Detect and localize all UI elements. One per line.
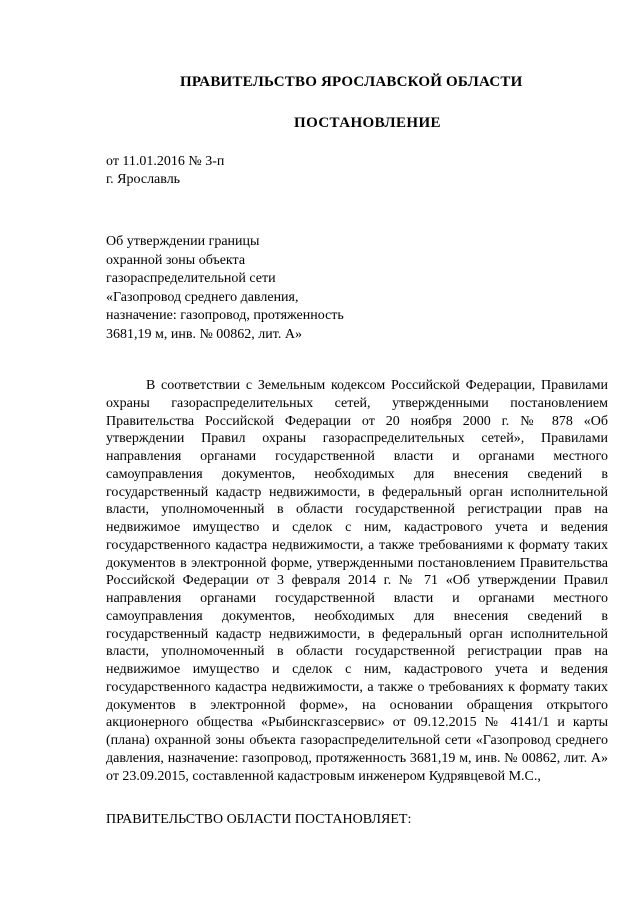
subject-line: Об утверждении границы [106, 234, 260, 249]
city-line: г. Ярославль [106, 172, 181, 187]
date-number-line: от 11.01.2016 № 3-п [106, 154, 225, 169]
subject-line: охранной зоны объекта [106, 252, 246, 268]
organization-title: ПРАВИТЕЛЬСТВО ЯРОСЛАВСКОЙ ОБЛАСТИ [180, 74, 523, 90]
subject-line: назначение: газопровод, протяженность [106, 308, 344, 323]
document-subject [106, 233, 344, 344]
document-meta [106, 153, 224, 189]
document-type-title: ПОСТАНОВЛЕНИЕ [294, 115, 441, 131]
subject-line: «Газопровод среднего давления, [106, 289, 299, 305]
body-paragraph: В соответствии с Земельным кодексом Российской Федерации, Правилами охраны газораспределительных сетей, утвержденными постановлением Правительства Российской Федерации от 20 ноября 2000 г. № 878 «Об утверждении Правил охраны газораспределительных сетей», Правилами направления органами государственной власти и органами местного самоуправления документов, необходимых для внесения сведений в государственный кадастр недвижимости, в федеральный орган исполнительной власти, уполномоченный в области государственной регистрации прав на недвижимое имущество и сделок с ним, кадастрового учета и ведения государственного кадастра недвижимости, а также требованиями к формату таких документов в электронной форме, утвержденными постановлением Правительства Российской Федерации от 3 февраля 2014 г. № 71 «Об утверждении Правил направления органами государственной власти и органами местного самоуправления документов, необходимых для внесения сведений в государственный кадастр недвижимости, в федеральный орган исполнительной власти, уполномоченный в области государственной регистрации прав на недвижимое имущество и сделок с ним, кадастрового учета и ведения государственного кадастра недвижимости, а также о требованиях к формату таких документов в электронной форме», на основании обращения открытого акционерного общества «Рыбинскгазсервис» от 09.12.2015 № 4141/1 и карты (плана) охранной зоны объекта газораспределительной сети «Газопровод среднего давления, назначение: газопровод, протяженность 3681,19 м, инв. № 00862, лит. А» от 23.09.2015, составленной кадастровым инженером Кудрявцевой М.С., [106, 378, 608, 784]
subject-line: 3681,19 м, инв. № 00862, лит. А» [106, 326, 302, 342]
subject-line: газораспределительной сети [106, 271, 276, 286]
resolution-closing: ПРАВИТЕЛЬСТВО ОБЛАСТИ ПОСТАНОВЛЯЕТ: [106, 812, 412, 827]
